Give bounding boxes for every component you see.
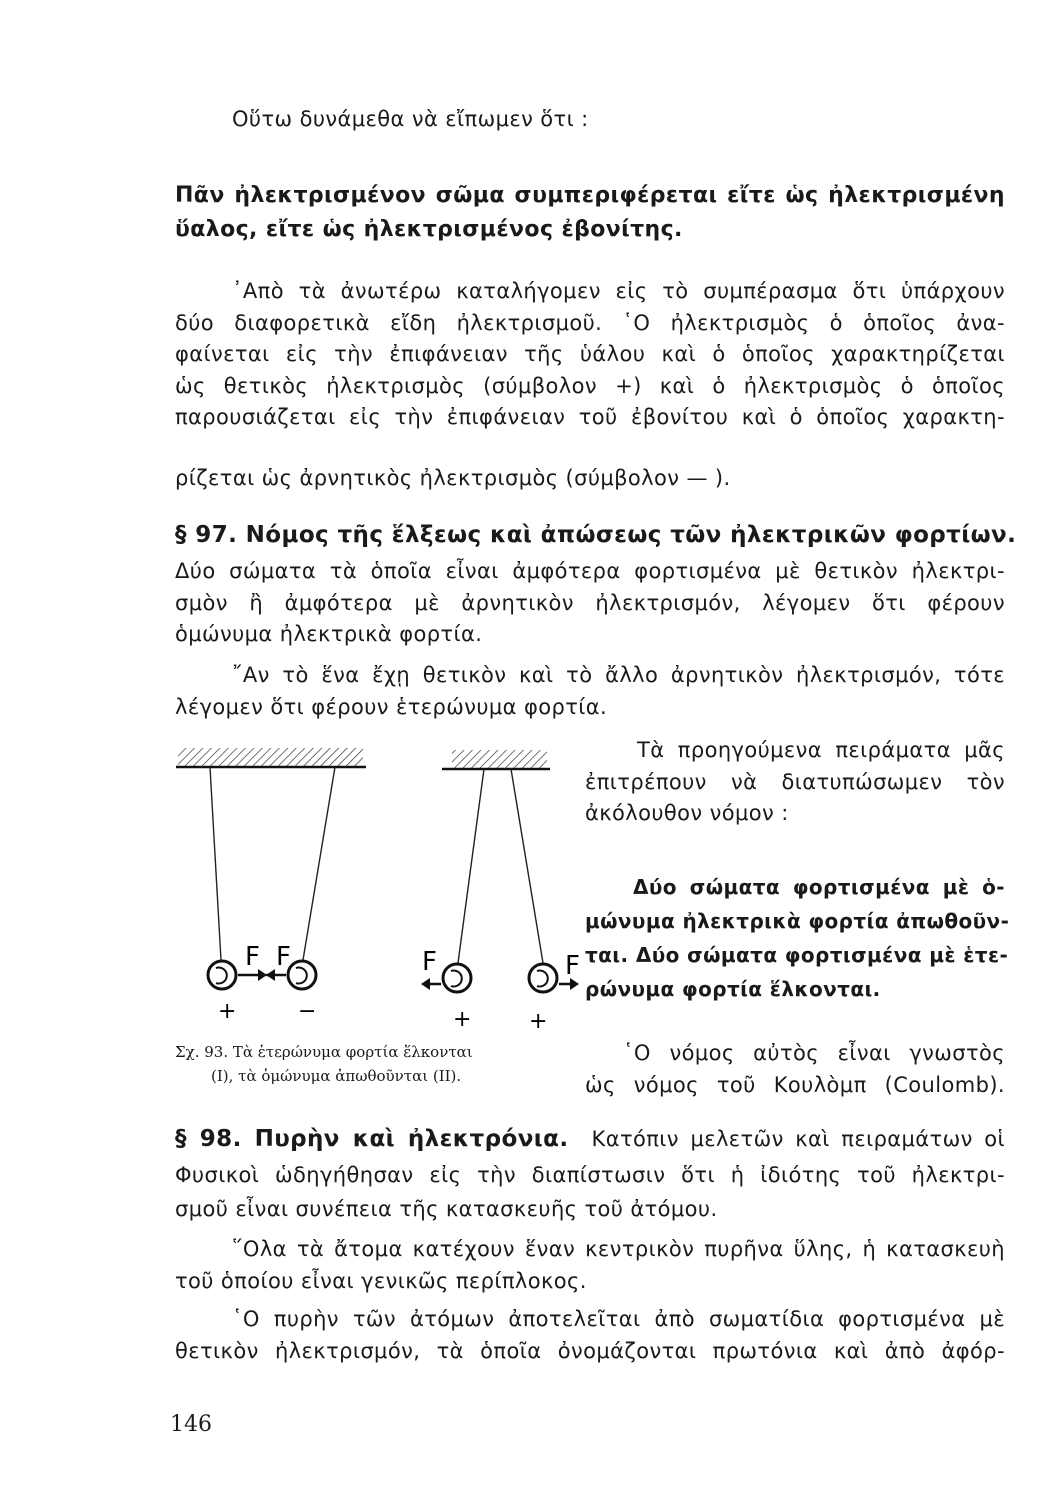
section-97-heading — [175, 520, 1017, 552]
intro-line — [232, 104, 589, 136]
law-statement-2-end — [585, 972, 881, 1006]
section-98-paragraph-2 — [175, 1234, 1005, 1266]
text-line: θετικὸν ἠλεκτρισμόν, τὰ ὁποῖα ὀνομάζονται πρωτόνια καὶ ἀπὸ ἀφόρ- — [175, 1338, 1005, 1363]
text-line: ᾿Απὸ τὰ ἀνωτέρω καταλήγομεν εἰς τὸ συμπέρασμα ὅτι ὑπάρχουν — [232, 279, 1005, 303]
paragraph-two-kinds — [175, 276, 1005, 434]
law-statement-1-end — [175, 214, 683, 246]
text-line: Κατόπιν μελετῶν καὶ πειραμάτων οἱ — [591, 1127, 1005, 1151]
section-98-paragraph-2-end — [175, 1266, 587, 1298]
text-line: ρίζεται ὡς ἀρνητικὸς ἠλεκτρισμὸς (σύμβολον — ). — [175, 466, 731, 490]
section-98-paragraph-3 — [175, 1304, 1005, 1367]
charge-sign: + — [529, 1009, 548, 1034]
ceiling-hatch — [452, 750, 547, 768]
law2-line: μώνυμα ἠλεκτρικὰ φορτία ἀπωθοῦν- — [585, 909, 1010, 933]
side-paragraph-end — [585, 798, 789, 830]
sphere-positive — [529, 964, 557, 992]
thread — [511, 769, 543, 963]
figure-caption — [175, 1040, 473, 1088]
law1-line: ὕαλος, εἴτε ὡς ἠλεκτρισμένος ἐβονίτης. — [175, 217, 683, 242]
sphere-negative — [288, 961, 316, 989]
law2-line: ρώνυμα φορτία ἕλκονται. — [585, 977, 881, 1001]
caption-line: (Ι), τὰ ὁμώνυμα ἀπωθοῦνται (ΙΙ). — [211, 1067, 462, 1085]
sphere-positive — [208, 961, 236, 989]
force-label: F — [245, 942, 260, 972]
section-97-paragraph-1 — [175, 556, 1005, 619]
text-line: Φυσικοὶ ὡδηγήθησαν εἰς τὴν διαπίστωσιν ὅτι ἡ ἰδιότης τοῦ ἠλεκτρι- — [175, 1163, 1005, 1187]
force-arrow-left — [421, 978, 441, 990]
section-98-paragraph-1 — [175, 1160, 1005, 1192]
text-line: ῾Ο πυρὴν τῶν ἀτόμων ἀποτελεῖται ἀπὸ σωματίδια φορτισμένα μὲ — [232, 1307, 1005, 1331]
thread — [210, 767, 221, 960]
text-line: ῎Αν τὸ ἕνα ἔχῃ θετικὸν καὶ τὸ ἄλλο ἀρνητικὸν ἠλεκτρισμόν, τότε — [232, 663, 1005, 687]
text-line: ὁμώνυμα ἠλεκτρικὰ φορτία. — [175, 622, 483, 646]
law1-line: Πᾶν ἠλεκτρισμένον σῶμα συμπεριφέρεται εἴτε ὡς ἠλεκτρισμένη — [175, 183, 1005, 208]
text-line: ὡς νόμος τοῦ Κουλὸμπ (Coulomb). — [585, 1072, 1005, 1097]
section-heading: § 97. Νόμος τῆς ἕλξεως καὶ ἀπώσεως τῶν ἠλεκτρικῶν φορτίων. — [175, 522, 1017, 548]
sphere-positive — [443, 964, 471, 992]
law2-line: ται. Δύο σώματα φορτισμένα μὲ ἑτε- — [585, 943, 1009, 967]
setup-1-unlike-charges — [176, 748, 366, 1024]
text-line: ἐπιτρέπουν νὰ διατυπώσωμεν τὸν — [585, 769, 1005, 794]
setup-2-like-charges — [421, 750, 580, 1034]
text-line: σμὸν ἢ ἀμφότερα μὲ ἀρνητικὸν ἠλεκτρισμόν, λέγομεν ὅτι φέρουν — [175, 590, 1005, 615]
force-label: F — [422, 947, 437, 977]
text-line: ῾Ο νόμος αὐτὸς εἶναι γνωστὸς — [623, 1041, 1005, 1065]
text-line: λέγομεν ὅτι φέρουν ἑτερώνυμα φορτία. — [175, 695, 608, 719]
section-98-heading-line — [175, 1124, 1005, 1156]
paragraph-two-kinds-end — [175, 463, 731, 495]
text-line: δύο διαφορετικὰ εἴδη ἠλεκτρισμοῦ. ῾Ο ἠλεκτρισμὸς ὁ ὁποῖος ἀνα- — [175, 310, 1005, 335]
section-97-paragraph-2-end — [175, 692, 607, 724]
text-line: ὡς θετικὸς ἠλεκτρισμὸς (σύμβολον +) καὶ ὁ ἠλεκτρισμὸς ὁ ὁποῖος — [175, 373, 1005, 398]
charge-sign: − — [298, 999, 317, 1024]
text-line: ἀκόλουθον νόμον : — [585, 801, 789, 825]
section-98-paragraph-1-end — [175, 1194, 718, 1226]
force-label: F — [565, 951, 580, 981]
side-paragraph — [585, 735, 1005, 798]
charge-sign: + — [218, 999, 237, 1024]
coulomb-paragraph — [585, 1038, 1005, 1101]
intro-text: Οὕτω δυνάμεθα νὰ εἴπωμεν ὅτι : — [232, 107, 589, 131]
page-number: 146 — [170, 1412, 212, 1437]
text-line: τοῦ ὁποίου εἶναι γενικῶς περίπλοκος. — [175, 1269, 587, 1293]
force-label: F — [276, 942, 291, 972]
ceiling-hatch — [178, 748, 363, 766]
text-line: Δύο σώματα τὰ ὁποῖα εἶναι ἀμφότερα φορτισμένα μὲ θετικὸν ἠλεκτρι- — [175, 559, 1005, 583]
law-statement-2 — [585, 870, 1010, 972]
thread — [458, 769, 484, 963]
text-line: σμοῦ εἶναι συνέπεια τῆς κατασκευῆς τοῦ ἀτόμου. — [175, 1197, 718, 1221]
law-statement-1 — [175, 180, 1005, 212]
charge-sign: + — [453, 1007, 472, 1032]
text-line: ῞Ολα τὰ ἄτομα κατέχουν ἕναν κεντρικὸν πυρῆνα ὕλης, ἡ κατασκευὴ — [232, 1237, 1005, 1261]
figure-93-pendulums — [170, 738, 590, 1038]
section-97-paragraph-1-end — [175, 619, 482, 651]
text-line: παρουσιάζεται εἰς τὴν ἐπιφάνειαν τοῦ ἐβονίτου καὶ ὁ ὁποῖος χαρακτη- — [175, 405, 1005, 429]
section-heading: § 98. Πυρὴν καὶ ἠλεκτρόνια. — [175, 1126, 569, 1152]
caption-line: Σχ. 93. Τὰ ἑτερώνυμα φορτία ἕλκονται — [175, 1043, 473, 1061]
text-line: φαίνεται εἰς τὴν ἐπιφάνειαν τῆς ὑάλου καὶ ὁ ὁποῖος χαρακτηρίζεται — [175, 342, 1005, 366]
thread — [303, 767, 335, 960]
text-line: Τὰ προηγούμενα πειράματα μᾶς — [637, 738, 1005, 762]
section-97-paragraph-2 — [175, 660, 1005, 692]
law2-line: Δύο σώματα φορτισμένα μὲ ὁ- — [633, 875, 1005, 899]
